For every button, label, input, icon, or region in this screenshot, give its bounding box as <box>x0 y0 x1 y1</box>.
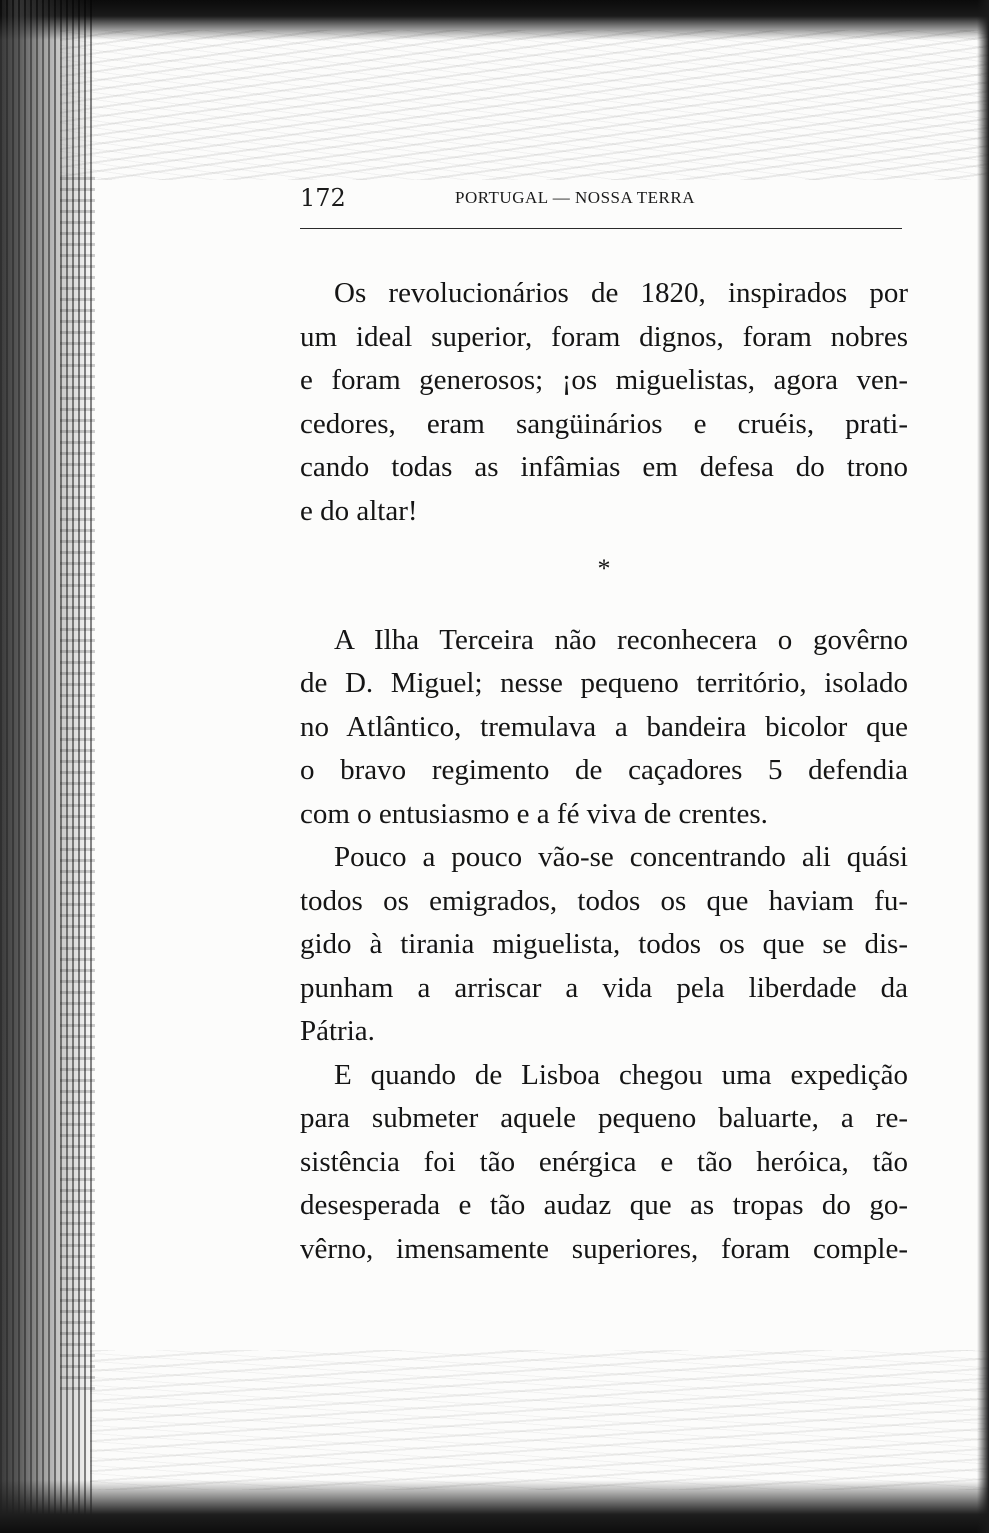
text-line: cedores, eram sangüinários e cruéis, prati- <box>300 407 908 440</box>
text-line: cando todas as infâmias em defesa do trono <box>300 451 908 483</box>
text-line: punham a arriscar a vida pela liberdade da <box>300 971 908 1004</box>
text-line: todos os emigrados, todos os que haviam fu- <box>300 884 908 917</box>
text-line: vêrno, imensamente superiores, foram comple- <box>300 1232 908 1265</box>
body-text <box>300 272 908 1271</box>
text-line: o bravo regimento de caçadores 5 defendia <box>300 754 908 786</box>
text-line: para submeter aquele pequeno baluarte, a re- <box>300 1102 908 1134</box>
text-line: gido à tirania miguelista, todos os que se dis- <box>300 928 908 960</box>
text-line: A Ilha Terceira não reconhecera o govêrno <box>334 623 908 656</box>
text-line: Pouco a pouco vão-se concentrando ali quási <box>334 841 908 873</box>
paragraph-1 <box>300 272 908 533</box>
text-line: Os revolucionários de 1820, inspirados por <box>334 277 908 309</box>
running-title: PORTUGAL — NOSSA TERRA <box>455 188 695 207</box>
page-number: 172 <box>300 184 346 212</box>
paragraph-2 <box>300 619 908 837</box>
section-divider <box>300 547 908 591</box>
text-line: no Atlântico, tremulava a bandeira bicolor que <box>300 710 908 743</box>
paragraph-4 <box>300 1054 908 1272</box>
running-head <box>300 182 905 216</box>
text-line: E quando de Lisboa chegou uma expedição <box>334 1058 908 1091</box>
scan-edge-bottom <box>0 1480 989 1533</box>
header-rule <box>300 228 902 229</box>
asterisk-divider: * <box>597 554 611 583</box>
scan-noise-bottom <box>90 1350 989 1490</box>
scan-noise-top <box>60 30 989 180</box>
scan-binding-shadow <box>60 170 95 1390</box>
text-line: sistência foi tão enérgica e tão heróica, tão <box>300 1145 908 1178</box>
text-line: desesperada e tão audaz que as tropas do go- <box>300 1189 908 1221</box>
text-line: Pátria. <box>300 1015 375 1047</box>
text-line: de D. Miguel; nesse pequeno território, isolado <box>300 667 908 699</box>
paragraph-3 <box>300 836 908 1054</box>
text-line: um ideal superior, foram dignos, foram nobres <box>300 320 908 353</box>
text-line: com o entusiasmo e a fé viva de crentes. <box>300 797 768 830</box>
text-line: e foram generosos; ¡os miguelistas, agora ven- <box>300 364 908 396</box>
scan-edge-right <box>977 0 989 1533</box>
text-line: e do altar! <box>300 494 418 527</box>
